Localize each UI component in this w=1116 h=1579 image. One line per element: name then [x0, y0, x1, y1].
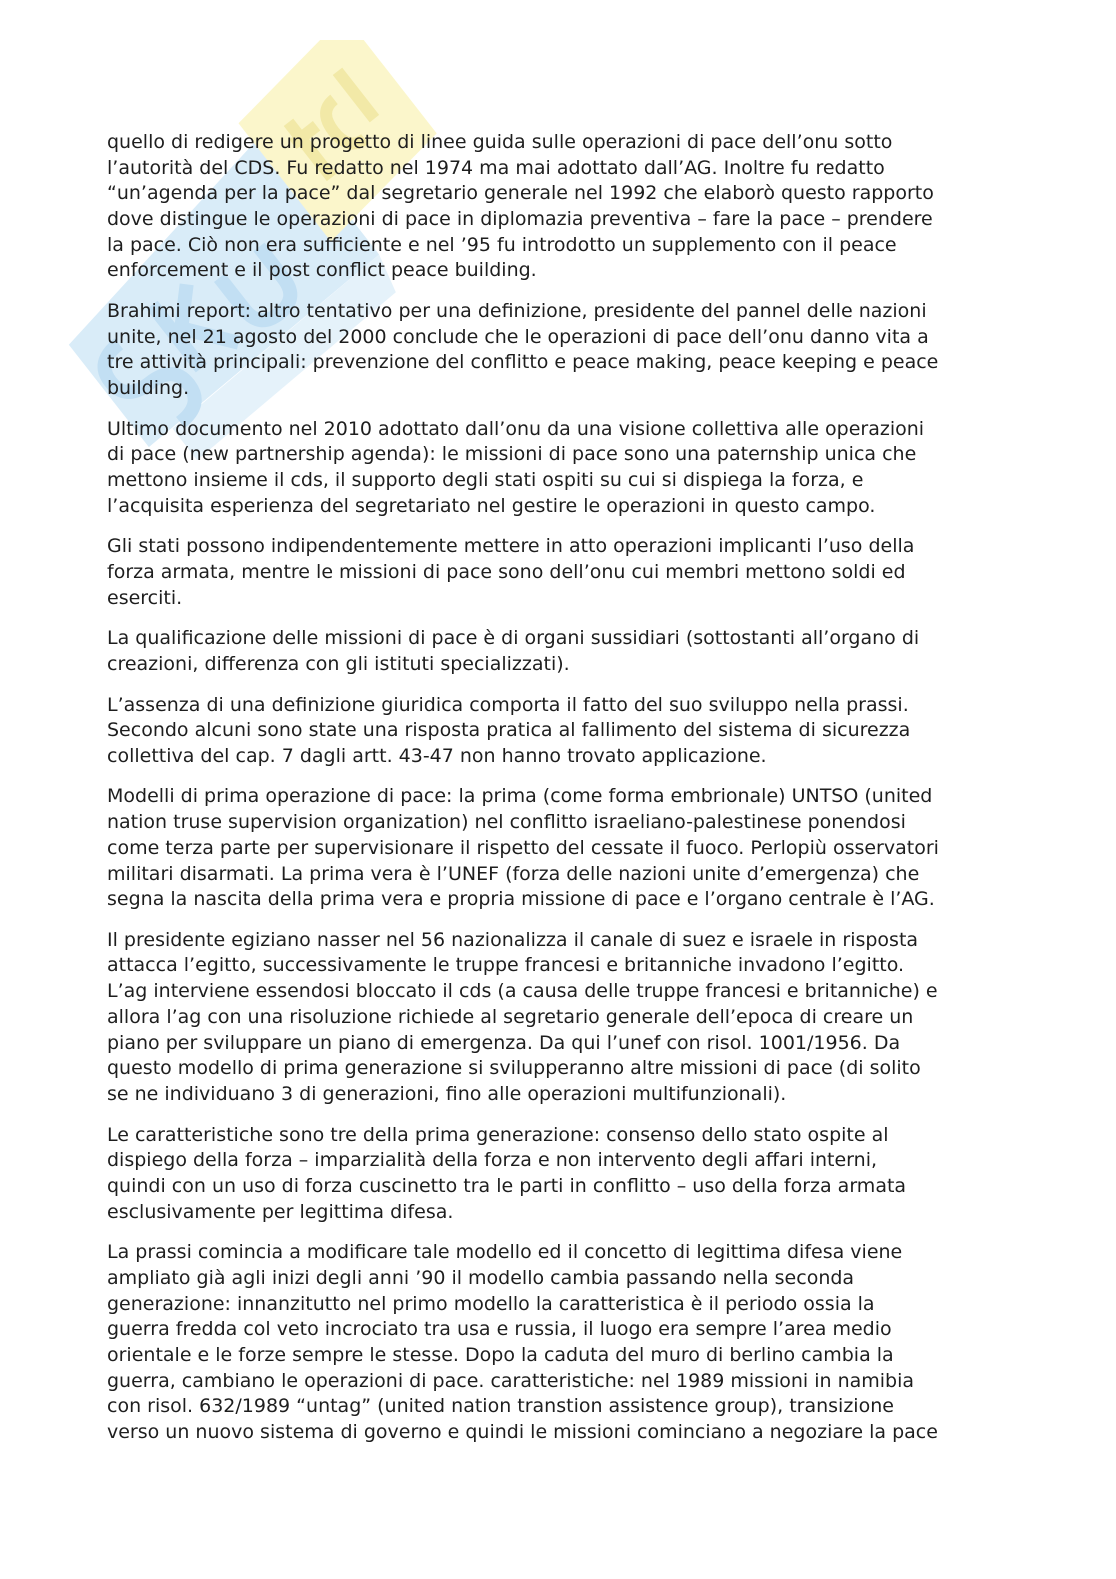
text-line: Secondo alcuni sono state una risposta pratica al fallimento del sistema di sicurezza	[107, 719, 911, 742]
paragraph	[107, 130, 939, 284]
paragraph	[107, 928, 939, 1108]
text-line: verso un nuovo sistema di governo e quindi le missioni cominciano a negoziare la pace	[107, 1420, 938, 1443]
text-line: Il presidente egiziano nasser nel 56 nazionalizza il canale di suez e israele in risposta	[107, 928, 919, 951]
text-line: guerra, cambiano le operazioni di pace. caratteristiche: nel 1989 missioni in namibia	[107, 1369, 915, 1392]
text-line: l’acquisita esperienza del segretariato nel gestire le operazioni in questo campo.	[107, 494, 876, 517]
text-line: generazione: innanzitutto nel primo modello la caratteristica è il periodo ossia la	[107, 1292, 875, 1315]
text-line: Le caratteristiche sono tre della prima generazione: consenso dello stato ospite al	[107, 1123, 889, 1146]
text-line: building.	[107, 377, 190, 400]
text-line: La qualificazione delle missioni di pace è di organi sussidiari (sottostanti all’organo di	[107, 627, 920, 650]
text-line: con risol. 632/1989 “untag” (united nation transtion assistence group), transizione	[107, 1395, 894, 1418]
text-line: “un’agenda per la pace” dal segretario generale nel 1992 che elaborò questo rapporto	[107, 182, 934, 205]
paragraph	[107, 1240, 939, 1446]
text-line: L’assenza di una definizione giuridica comporta il fatto del suo sviluppo nella prassi.	[107, 693, 909, 716]
text-line: forza armata, mentre le missioni di pace sono dell’onu cui membri mettono soldi ed	[107, 560, 906, 583]
text-line: orientale e le forze sempre le stesse. Dopo la caduta del muro di berlino cambia la	[107, 1343, 894, 1366]
text-line: Ultimo documento nel 2010 adottato dall’onu da una visione collettiva alle operazioni	[107, 417, 925, 440]
paragraph	[107, 1123, 939, 1226]
text-line: quello di redigere un progetto di linee guida sulle operazioni di pace dell’onu sotto	[107, 131, 893, 153]
text-line: guerra fredda col veto incrociato tra usa e russia, il luogo era sempre l’area medio	[107, 1318, 892, 1341]
paragraph	[107, 784, 939, 912]
text-line: segna la nascita della prima vera e propria missione di pace e l’organo centrale è l’AG.	[107, 888, 935, 911]
text-line: mettono insieme il cds, il supporto degli stati ospiti su cui si dispiega la forza, e	[107, 469, 864, 492]
text-line: l’autorità del CDS. Fu redatto nel 1974 ma mai adottato dall’AG. Inoltre fu redatto	[107, 156, 885, 179]
text-line: come terza parte per supervisionare il rispetto del cessate il fuoco. Perlopiù osservatori	[107, 836, 939, 859]
text-line: enforcement e il post conflict peace building.	[107, 259, 537, 282]
text-line: esclusivamente per legittima difesa.	[107, 1200, 454, 1223]
text-line: Brahimi report: altro tentativo per una definizione, presidente del pannel delle nazioni	[107, 300, 927, 323]
paragraph	[107, 626, 939, 677]
text-line: unite, nel 21 agosto del 2000 conclude che le operazioni di pace dell’onu danno vita a	[107, 325, 929, 348]
text-line: allora l’ag con una risoluzione richiede al segretario generale dell’epoca di creare un	[107, 1005, 914, 1028]
text-line: dove distingue le operazioni di pace in diplomazia preventiva – fare la pace – prendere	[107, 208, 933, 231]
text-line: la pace. Ciò non era sufficiente e nel ’95 fu introdotto un supplemento con il peace	[107, 233, 897, 256]
paragraph	[107, 417, 939, 520]
paragraph	[107, 693, 939, 770]
text-line: ampliato già agli inizi degli anni ’90 il modello cambia passando nella seconda	[107, 1266, 855, 1289]
paragraph	[107, 299, 939, 402]
text-line: militari disarmati. La prima vera è l’UNEF (forza delle nazioni unite d’emergenza) che	[107, 862, 920, 885]
text-line: nation truse supervision organization) nel conflitto israeliano-palestinese ponendosi	[107, 811, 906, 834]
document-body	[107, 130, 939, 1461]
text-line: Modelli di prima operazione di pace: la prima (come forma embrionale) UNTSO (united	[107, 785, 933, 808]
text-line: La prassi comincia a modificare tale modello ed il concetto di legittima difesa viene	[107, 1241, 903, 1264]
paragraph	[107, 534, 939, 611]
text-line: attacca l’egitto, successivamente le truppe francesi e britanniche invadono l’egitto.	[107, 954, 905, 977]
text-line: quindi con un uso di forza cuscinetto tra le parti in conflitto – uso della forza armata	[107, 1174, 907, 1197]
text-line: tre attività principali: prevenzione del conflitto e peace making, peace keeping e peace	[107, 351, 939, 374]
text-line: eserciti.	[107, 586, 183, 609]
text-line: piano per sviluppare un piano di emergenza. Da qui l’unef con risol. 1001/1956. Da	[107, 1031, 901, 1054]
text-line: creazioni, differenza con gli istituti specializzati).	[107, 652, 570, 675]
text-line: Gli stati possono indipendentemente mettere in atto operazioni implicanti l’uso della	[107, 535, 915, 558]
text-line: di pace (new partnership agenda): le missioni di pace sono una paternship unica che	[107, 443, 917, 466]
text-line: questo modello di prima generazione si svilupperanno altre missioni di pace (di solito	[107, 1057, 921, 1080]
text-line: dispiego della forza – imparzialità della forza e non intervento degli affari interni,	[107, 1149, 878, 1172]
text-line: collettiva del cap. 7 dagli artt. 43-47 non hanno trovato applicazione.	[107, 744, 767, 767]
text-line: se ne individuano 3 di generazioni, fino alle operazioni multifunzionali).	[107, 1082, 787, 1105]
text-line: L’ag interviene essendosi bloccato il cds (a causa delle truppe francesi e britanniche) e	[107, 980, 938, 1003]
